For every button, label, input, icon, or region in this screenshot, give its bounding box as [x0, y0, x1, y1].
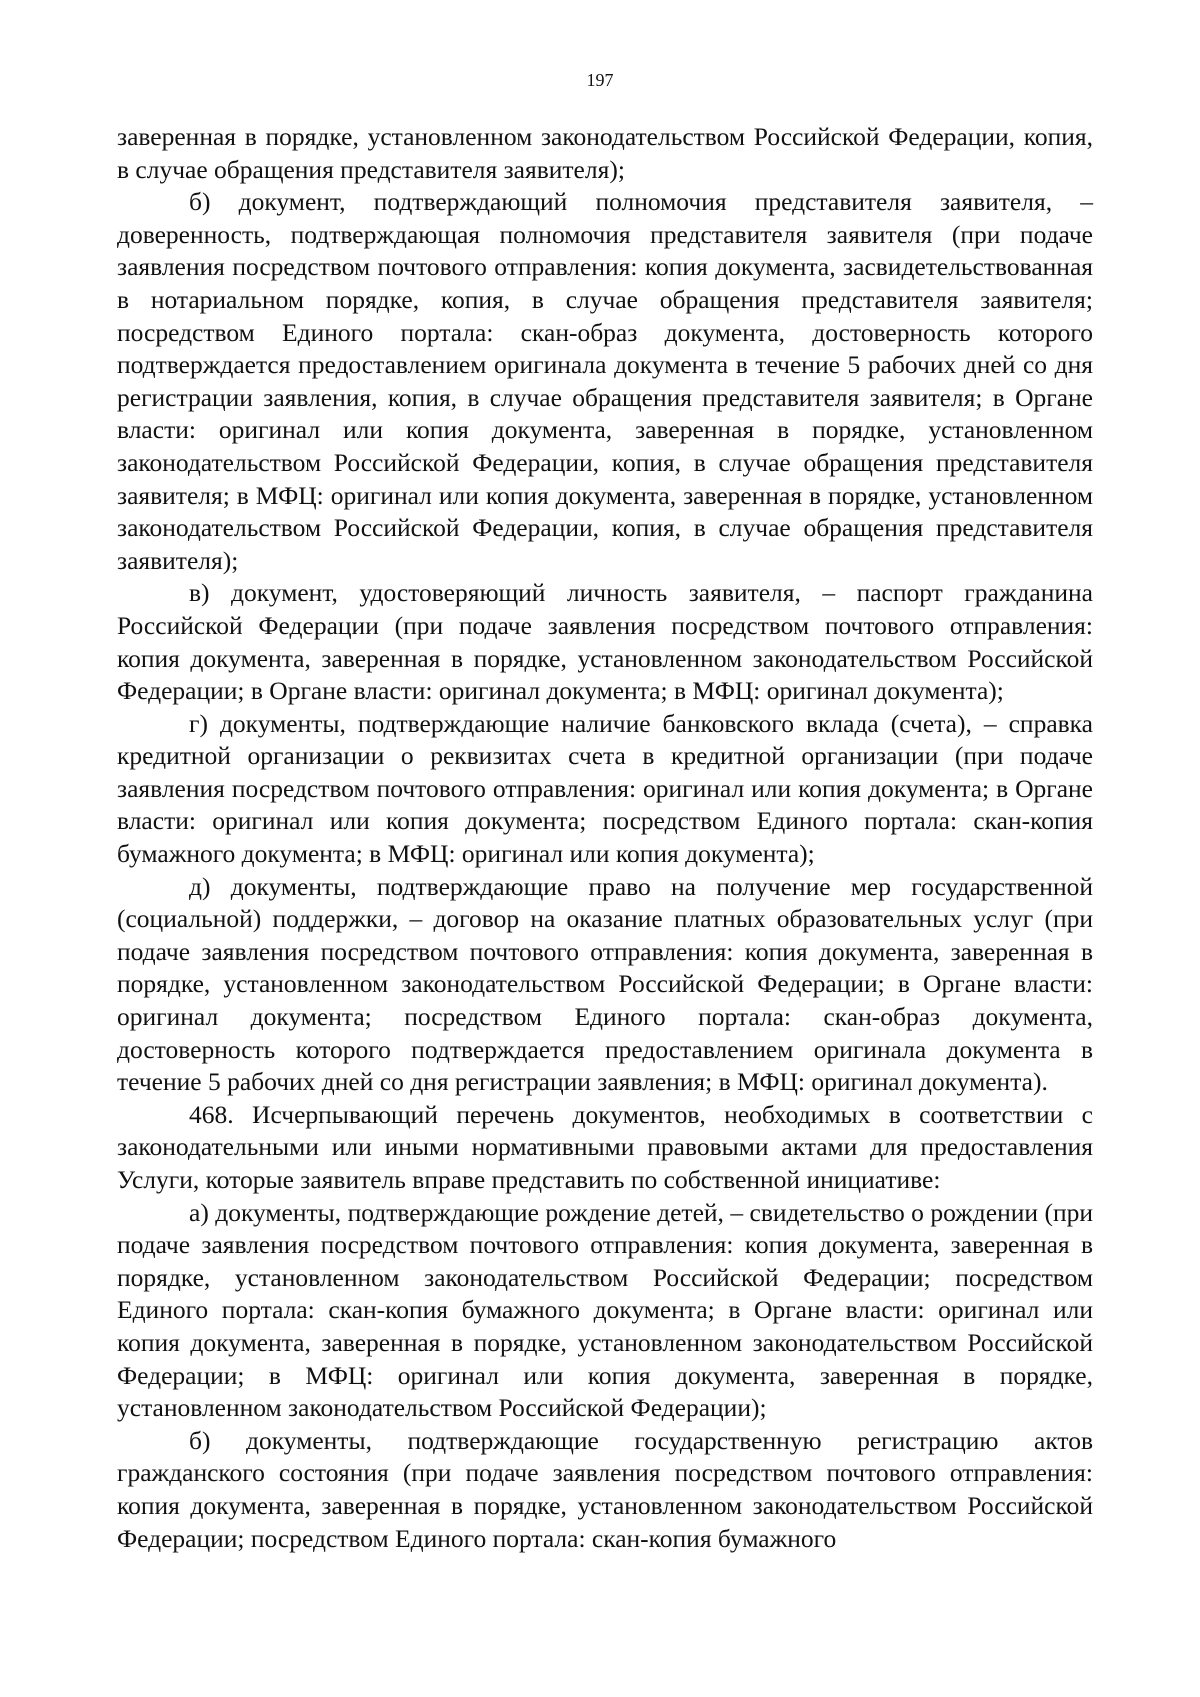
paragraph-item-b-power-of-attorney: б) документ, подтверждающий полномочия представителя заявителя, – доверенность, подтверждающая полномочия представителя заявителя (при подаче заявления посредством почтового отправления: копия документа, засвидетельствованная в нотариальном порядке, копия, в случае обращения представителя заявителя; посредством Единого портала: скан-образ документа, достоверность которого подтверждается предоставлением оригинала документа в течение 5 рабочих дней со дня регистрации заявления, копия, в случае обращения представителя заявителя; в Органе власти: оригинал или копия документа, заверенная в порядке, установленном законодательством Российской Федерации, копия, в случае обращения представителя заявителя; в МФЦ: оригинал или копия документа, заверенная в порядке, установленном законодательством Российской Федерации, копия, в случае обращения представителя заявителя);	[117, 187, 1093, 575]
paragraph-continuation: заверенная в порядке, установленном законодательством Российской Федерации, копия, в случае обращения представителя заявителя);	[117, 122, 1093, 184]
document-body	[117, 121, 1093, 1555]
paragraph-item-a-birth-documents: а) документы, подтверждающие рождение детей, – свидетельство о рождении (при подаче заявления посредством почтового отправления: копия документа, заверенная в порядке, установленном законодательством Российской Федерации; посредством Единого портала: скан-копия бумажного документа; в Органе власти: оригинал или копия документа, заверенная в порядке, установленном законодательством Российской Федерации; в МФЦ: оригинал или копия документа, заверенная в порядке, установленном законодательством Российской Федерации);	[117, 1197, 1093, 1423]
paragraph-item-v-identity-document: в) документ, удостоверяющий личность заявителя, – паспорт гражданина Российской Федерации (при подаче заявления посредством почтового отправления: копия документа, заверенная в порядке, установленном законодательством Российской Федерации; в Органе власти: оригинал документа; в МФЦ: оригинал документа);	[117, 578, 1093, 706]
paragraph-section-468: 468. Исчерпывающий перечень документов, необходимых в соответствии с законодательными или иными нормативными правовыми актами для предоставления Услуги, которые заявитель вправе представить по собственной инициативе:	[117, 1099, 1093, 1194]
paragraph-item-g-bank-account: г) документы, подтверждающие наличие банковского вклада (счета), – справка кредитной организации о реквизитах счета в кредитной организации (при подаче заявления посредством почтового отправления: оригинал или копия документа; в Органе власти: оригинал или копия документа; посредством Единого портала: скан-копия бумажного документа; в МФЦ: оригинал или копия документа);	[117, 708, 1093, 869]
paragraph-item-b-civil-status-acts: б) документы, подтверждающие государственную регистрацию актов гражданского состояния (при подаче заявления посредством почтового отправления: копия документа, заверенная в порядке, установленном законодательством Российской Федерации; посредством Единого портала: скан-копия бумажного	[117, 1425, 1093, 1553]
paragraph-item-d-support-eligibility: д) документы, подтверждающие право на получение мер государственной (социальной) поддержки, – договор на оказание платных образовательных услуг (при подаче заявления посредством почтового отправления: копия документа, заверенная в порядке, установленном законодательством Российской Федерации; в Органе власти: оригинал документа; посредством Единого портала: скан-образ документа, достоверность которого подтверждается предоставлением оригинала документа в течение 5 рабочих дней со дня регистрации заявления; в МФЦ: оригинал документа).	[117, 871, 1093, 1097]
page-number: 197	[586, 70, 614, 90]
